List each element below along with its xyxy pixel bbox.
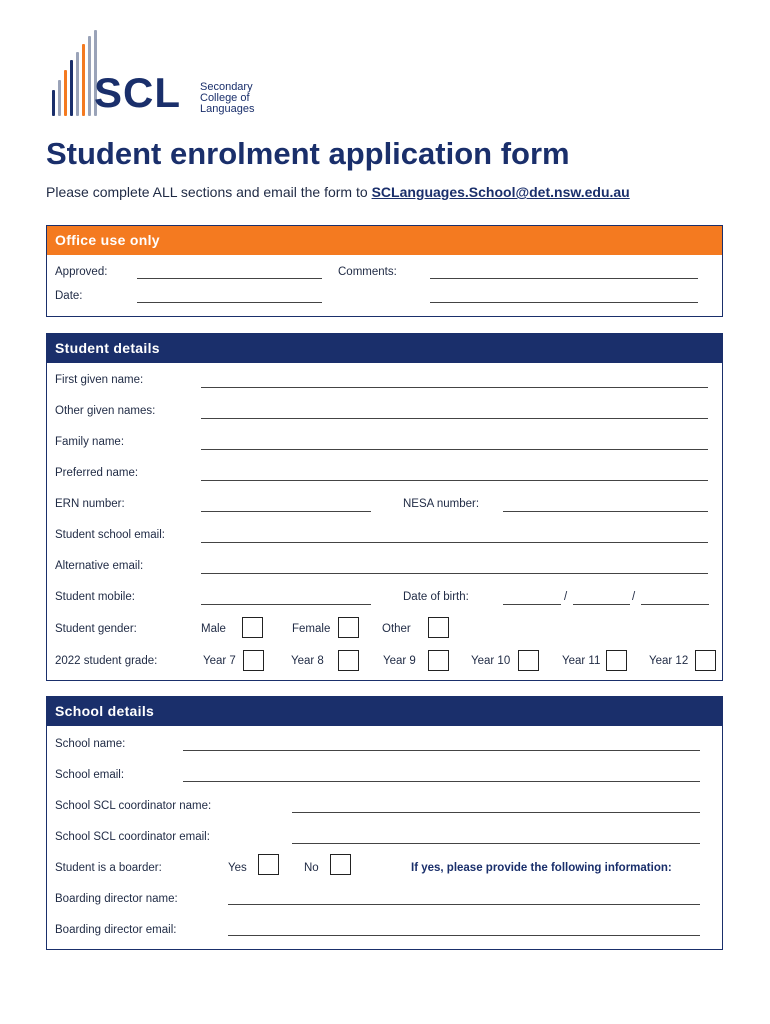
ern-field[interactable] bbox=[201, 511, 371, 512]
director-email-label: Boarding director email: bbox=[55, 924, 177, 936]
female-checkbox[interactable] bbox=[338, 617, 359, 638]
school-email-field[interactable] bbox=[201, 542, 708, 543]
logo-subtitle: Secondary College of Languages bbox=[200, 81, 255, 115]
comments-label: Comments: bbox=[338, 266, 397, 278]
school-email-label: School email: bbox=[55, 769, 125, 781]
director-name-label: Boarding director name: bbox=[55, 893, 178, 905]
school-details-heading: School details bbox=[47, 697, 722, 726]
other-names-field[interactable] bbox=[201, 418, 708, 419]
other-gender-label: Other bbox=[382, 623, 411, 635]
preferred-name-field[interactable] bbox=[201, 480, 708, 481]
year12-checkbox[interactable] bbox=[695, 650, 716, 671]
office-use-heading: Office use only bbox=[47, 226, 722, 255]
year11-label: Year 11 bbox=[562, 655, 601, 667]
coordinator-email-label: School SCL coordinator email: bbox=[55, 831, 210, 843]
dob-day-field[interactable] bbox=[503, 604, 561, 605]
nesa-field[interactable] bbox=[503, 511, 708, 512]
year10-label: Year 10 bbox=[471, 655, 511, 667]
female-label: Female bbox=[292, 623, 331, 635]
year8-checkbox[interactable] bbox=[338, 650, 359, 671]
comments-field-1[interactable] bbox=[430, 278, 698, 279]
alt-email-field[interactable] bbox=[201, 573, 708, 574]
family-name-field[interactable] bbox=[201, 449, 708, 450]
mobile-label: Student mobile: bbox=[55, 591, 135, 603]
school-details-panel bbox=[46, 696, 723, 950]
page-title: Student enrolment application form bbox=[46, 136, 570, 171]
coordinator-name-label: School SCL coordinator name: bbox=[55, 800, 212, 812]
office-use-panel bbox=[46, 225, 723, 317]
alt-email-label: Alternative email: bbox=[55, 560, 144, 572]
boarder-note: If yes, please provide the following information: bbox=[411, 862, 672, 874]
year11-checkbox[interactable] bbox=[606, 650, 627, 671]
first-name-label: First given name: bbox=[55, 374, 144, 386]
date-label: Date: bbox=[55, 290, 83, 302]
year7-label: Year 7 bbox=[203, 655, 236, 667]
coordinator-name-field[interactable] bbox=[292, 812, 700, 813]
male-checkbox[interactable] bbox=[242, 617, 263, 638]
director-name-field[interactable] bbox=[228, 904, 700, 905]
director-email-field[interactable] bbox=[228, 935, 700, 936]
year9-checkbox[interactable] bbox=[428, 650, 449, 671]
year12-label: Year 12 bbox=[649, 655, 689, 667]
school-name-label: School name: bbox=[55, 738, 126, 750]
student-details-heading: Student details bbox=[47, 334, 722, 363]
family-name-label: Family name: bbox=[55, 436, 125, 448]
year7-checkbox[interactable] bbox=[243, 650, 264, 671]
other-names-label: Other given names: bbox=[55, 405, 156, 417]
gender-label: Student gender: bbox=[55, 623, 137, 635]
dob-separator: / bbox=[632, 591, 636, 603]
comments-field-2[interactable] bbox=[430, 302, 698, 303]
first-name-field[interactable] bbox=[201, 387, 708, 388]
school-email-label: Student school email: bbox=[55, 529, 165, 541]
year9-label: Year 9 bbox=[383, 655, 416, 667]
mobile-field[interactable] bbox=[201, 604, 371, 605]
school-name-field[interactable] bbox=[183, 750, 700, 751]
scl-logo bbox=[48, 30, 278, 122]
boarder-yes-checkbox[interactable] bbox=[258, 854, 279, 875]
dob-year-field[interactable] bbox=[641, 604, 709, 605]
boarder-label: Student is a boarder: bbox=[55, 862, 162, 874]
other-gender-checkbox[interactable] bbox=[428, 617, 449, 638]
grade-label: 2022 student grade: bbox=[55, 655, 158, 667]
boarder-no-checkbox[interactable] bbox=[330, 854, 351, 875]
year8-label: Year 8 bbox=[291, 655, 324, 667]
year10-checkbox[interactable] bbox=[518, 650, 539, 671]
dob-month-field[interactable] bbox=[573, 604, 630, 605]
approved-field[interactable] bbox=[137, 278, 322, 279]
ern-label: ERN number: bbox=[55, 498, 125, 510]
instructions: Please complete ALL sections and email the form to SCLanguages.School@det.nsw.edu.au bbox=[46, 184, 630, 200]
school-email-field[interactable] bbox=[183, 781, 700, 782]
preferred-name-label: Preferred name: bbox=[55, 467, 139, 479]
male-label: Male bbox=[201, 623, 226, 635]
approved-label: Approved: bbox=[55, 266, 108, 278]
coordinator-email-field[interactable] bbox=[292, 843, 700, 844]
student-details-panel bbox=[46, 333, 723, 681]
date-field[interactable] bbox=[137, 302, 322, 303]
dob-label: Date of birth: bbox=[403, 591, 469, 603]
nesa-label: NESA number: bbox=[403, 498, 480, 510]
dob-separator: / bbox=[564, 591, 568, 603]
boarder-yes-label: Yes bbox=[228, 862, 247, 874]
logo-acronym: SCL bbox=[94, 69, 181, 116]
email-link[interactable]: SCLanguages.School@det.nsw.edu.au bbox=[371, 184, 630, 200]
boarder-no-label: No bbox=[304, 862, 319, 874]
